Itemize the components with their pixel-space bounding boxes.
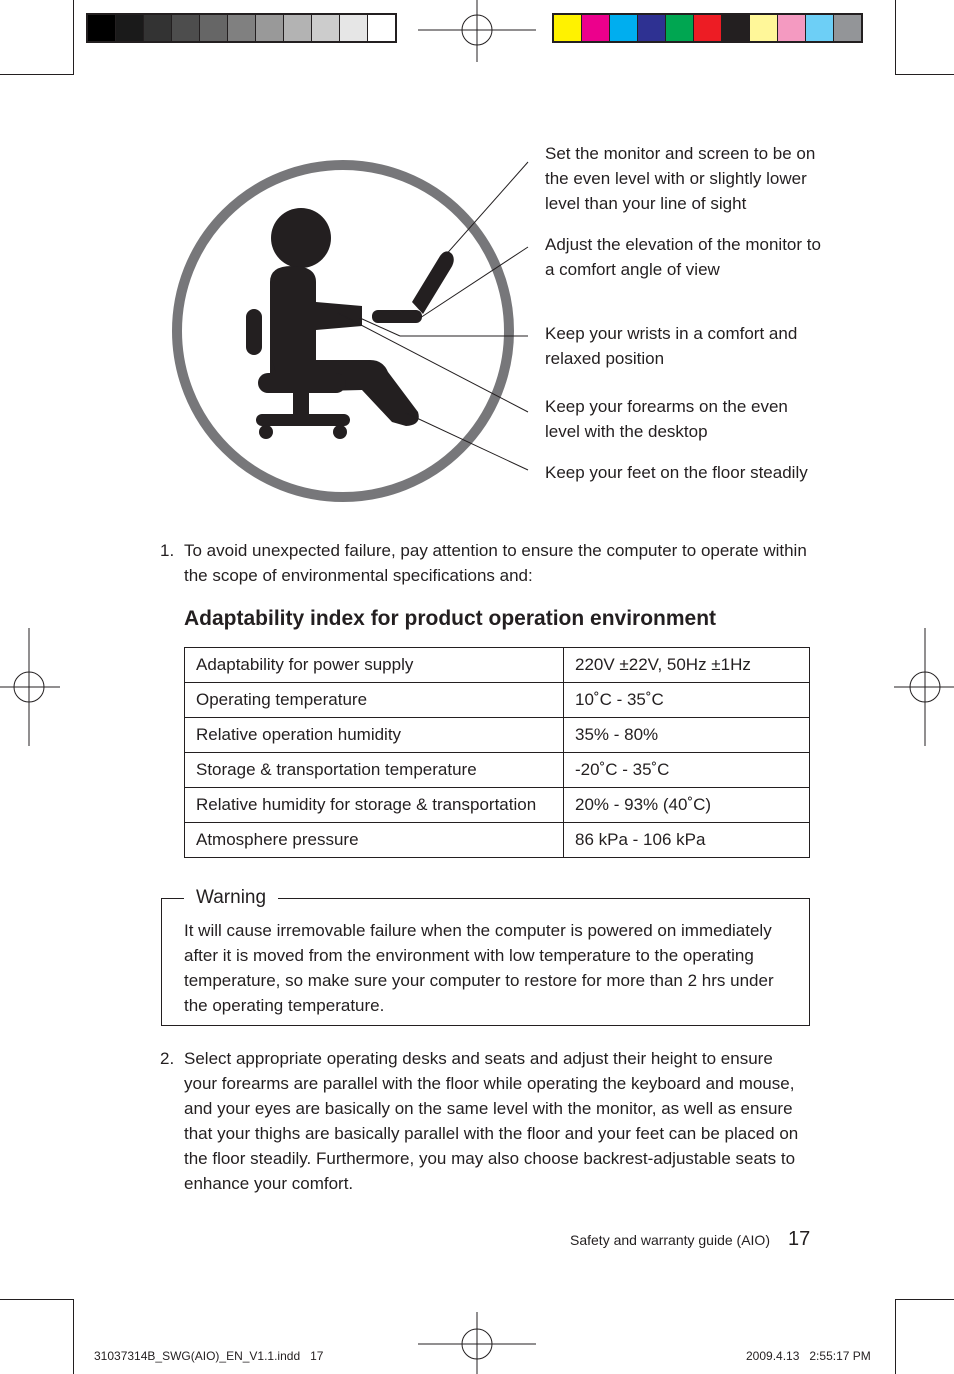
color-swatch	[806, 15, 834, 41]
list-item-text: Select appropriate operating desks and seats and adjust their height to ensure your forearms are parallel with the floor while operating the keyboard and mouse, and your eyes are basically on the same level with the monitor, as well as ensure that your thighs are basically parallel with the floor and your feet can be placed on the floor steadily. Furthermore, you may also choose backrest-adjustable seats to enhance your comfort.	[184, 1049, 799, 1193]
ergonomic-posture-illustration	[160, 150, 550, 510]
color-swatch	[340, 15, 368, 41]
caption-forearms: Keep your forearms on the even level with the desktop	[545, 397, 788, 441]
color-swatch	[694, 15, 722, 41]
list-item-1	[160, 538, 810, 588]
color-swatch	[200, 15, 228, 41]
caption-feet: Keep your feet on the floor steadily	[545, 463, 808, 482]
table-row	[185, 823, 810, 858]
color-swatch	[368, 15, 395, 41]
table-cell-value: 35% - 80%	[564, 718, 810, 753]
table-cell-parameter: Relative operation humidity	[185, 718, 564, 753]
page-number: 17	[788, 1228, 811, 1250]
table-cell-parameter: Atmosphere pressure	[185, 823, 564, 858]
color-swatch	[284, 15, 312, 41]
table-cell-value: 10˚C - 35˚C	[564, 683, 810, 718]
color-swatch	[144, 15, 172, 41]
table-cell-parameter: Relative humidity for storage & transportation	[185, 788, 564, 823]
color-calibration-bar	[552, 13, 863, 43]
table-cell-value: -20˚C - 35˚C	[564, 753, 810, 788]
color-swatch	[256, 15, 284, 41]
color-swatch	[172, 15, 200, 41]
color-swatch	[778, 15, 806, 41]
color-swatch	[834, 15, 861, 41]
list-item-number: 1.	[160, 541, 175, 560]
caption-monitor-angle: Adjust the elevation of the monitor to a comfort angle of view	[545, 235, 821, 279]
color-swatch	[554, 15, 582, 41]
color-swatch	[582, 15, 610, 41]
registration-mark-left	[0, 628, 60, 746]
warning-text: It will cause irremovable failure when the computer is powered on immediately after it is moved from the environment with low temperature to the operating temperature, so make sure your computer to restore for more than 2 hrs under the operating temperature.	[184, 921, 774, 1015]
table-cell-parameter: Adaptability for power supply	[185, 648, 564, 683]
table-row	[185, 648, 810, 683]
color-swatch	[116, 15, 144, 41]
table-row	[185, 683, 810, 718]
color-swatch	[722, 15, 750, 41]
warning-title: Warning	[184, 886, 278, 910]
caption-monitor-level: Set the monitor and screen to be on the even level with or slightly lower level than your line of sight	[545, 144, 816, 213]
color-swatch	[312, 15, 340, 41]
table-cell-parameter: Operating temperature	[185, 683, 564, 718]
registration-mark-right	[894, 628, 954, 746]
footer-guide-title: Safety and warranty guide (AIO)	[570, 1232, 770, 1248]
color-swatch	[750, 15, 778, 41]
table-cell-parameter: Storage & transportation temperature	[185, 753, 564, 788]
grayscale-calibration-bar	[86, 13, 397, 43]
list-item-2	[160, 1046, 810, 1196]
environment-spec-table	[184, 647, 810, 858]
list-item-number: 2.	[160, 1049, 175, 1068]
registration-mark-bottom	[418, 1312, 536, 1374]
color-swatch	[88, 15, 116, 41]
table-cell-value: 20% - 93% (40˚C)	[564, 788, 810, 823]
table-row	[185, 753, 810, 788]
color-swatch	[610, 15, 638, 41]
registration-mark-top	[418, 0, 536, 62]
table-cell-value: 220V ±22V, 50Hz ±1Hz	[564, 648, 810, 683]
section-heading: Adaptability index for product operation environment	[184, 607, 717, 630]
slug-filename: 31037314B_SWG(AIO)_EN_V1.1.indd 17	[94, 1349, 324, 1363]
table-row	[185, 718, 810, 753]
color-swatch	[228, 15, 256, 41]
caption-wrists: Keep your wrists in a comfort and relaxed position	[545, 324, 798, 368]
color-swatch	[666, 15, 694, 41]
color-swatch	[638, 15, 666, 41]
table-row	[185, 788, 810, 823]
table-cell-value: 86 kPa - 106 kPa	[564, 823, 810, 858]
slug-timestamp: 2009.4.13 2:55:17 PM	[746, 1349, 871, 1363]
list-item-text: To avoid unexpected failure, pay attention to ensure the computer to operate within the scope of environmental specifications and:	[184, 541, 807, 585]
